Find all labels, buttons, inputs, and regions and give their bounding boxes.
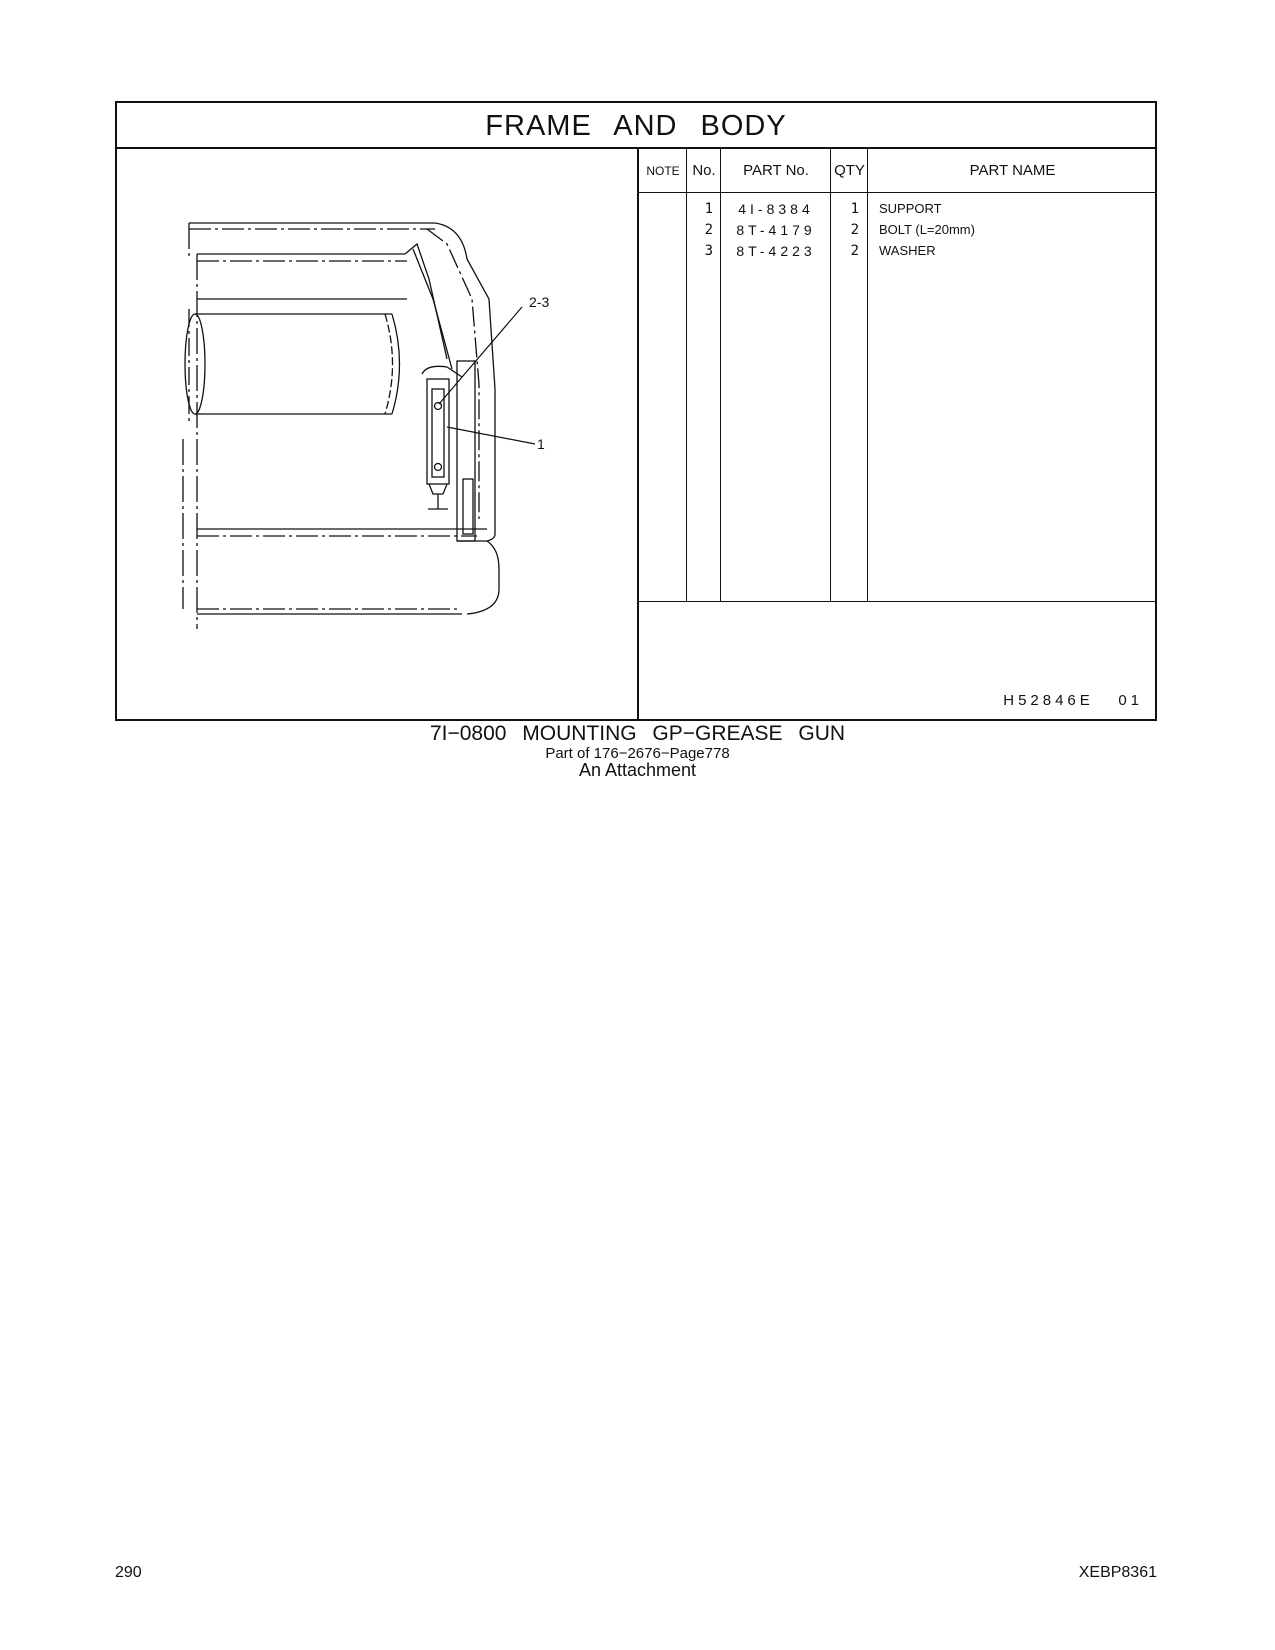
row-2-part-name: BOLT (L=20mm) [879,222,975,237]
row-1-no: 1 [704,201,713,217]
exploded-view-drawing [117,149,637,721]
parts-frame [115,101,1157,721]
drawing-code-value: H52846E [1003,692,1094,709]
row-1-qty: 1 [850,201,859,217]
table-bottom-divider [639,601,1157,602]
drawing-code [1003,692,1143,709]
row-2-part-no: 8T-4179 [736,222,816,238]
row-3-part-no: 8T-4223 [736,243,816,259]
header-no: No. [692,162,716,179]
header-part-name: PART NAME [969,162,1056,179]
callout-2-3: 2-3 [529,294,550,310]
row-2-no: 2 [704,222,713,238]
row-3-qty: 2 [850,243,859,259]
header-divider [639,192,1157,193]
row-1-part-no: 4I-8384 [738,201,814,217]
row-1-part-name: SUPPORT [879,201,942,216]
header-part-no: PART No. [743,162,809,179]
row-3-no: 3 [704,243,713,259]
page-number: 290 [115,1564,142,1581]
parts-illustration [117,149,639,721]
header-note: NOTE [646,164,680,178]
group-parent-ref: Part of 176−2676−Page778 [545,745,730,762]
callout-1: 1 [537,436,545,452]
row-2-qty: 2 [850,222,859,238]
header-qty: QTY [834,162,865,179]
drawing-rev: 01 [1118,692,1143,709]
parts-table [639,149,1157,721]
section-title: FRAME AND BODY [117,103,1155,149]
note-column [639,149,687,601]
group-title: 7I−0800 MOUNTING GP−GREASE GUN [429,722,846,745]
document-id: XEBP8361 [1078,1564,1157,1581]
row-3-part-name: WASHER [879,243,936,258]
group-type: An Attachment [578,760,697,780]
